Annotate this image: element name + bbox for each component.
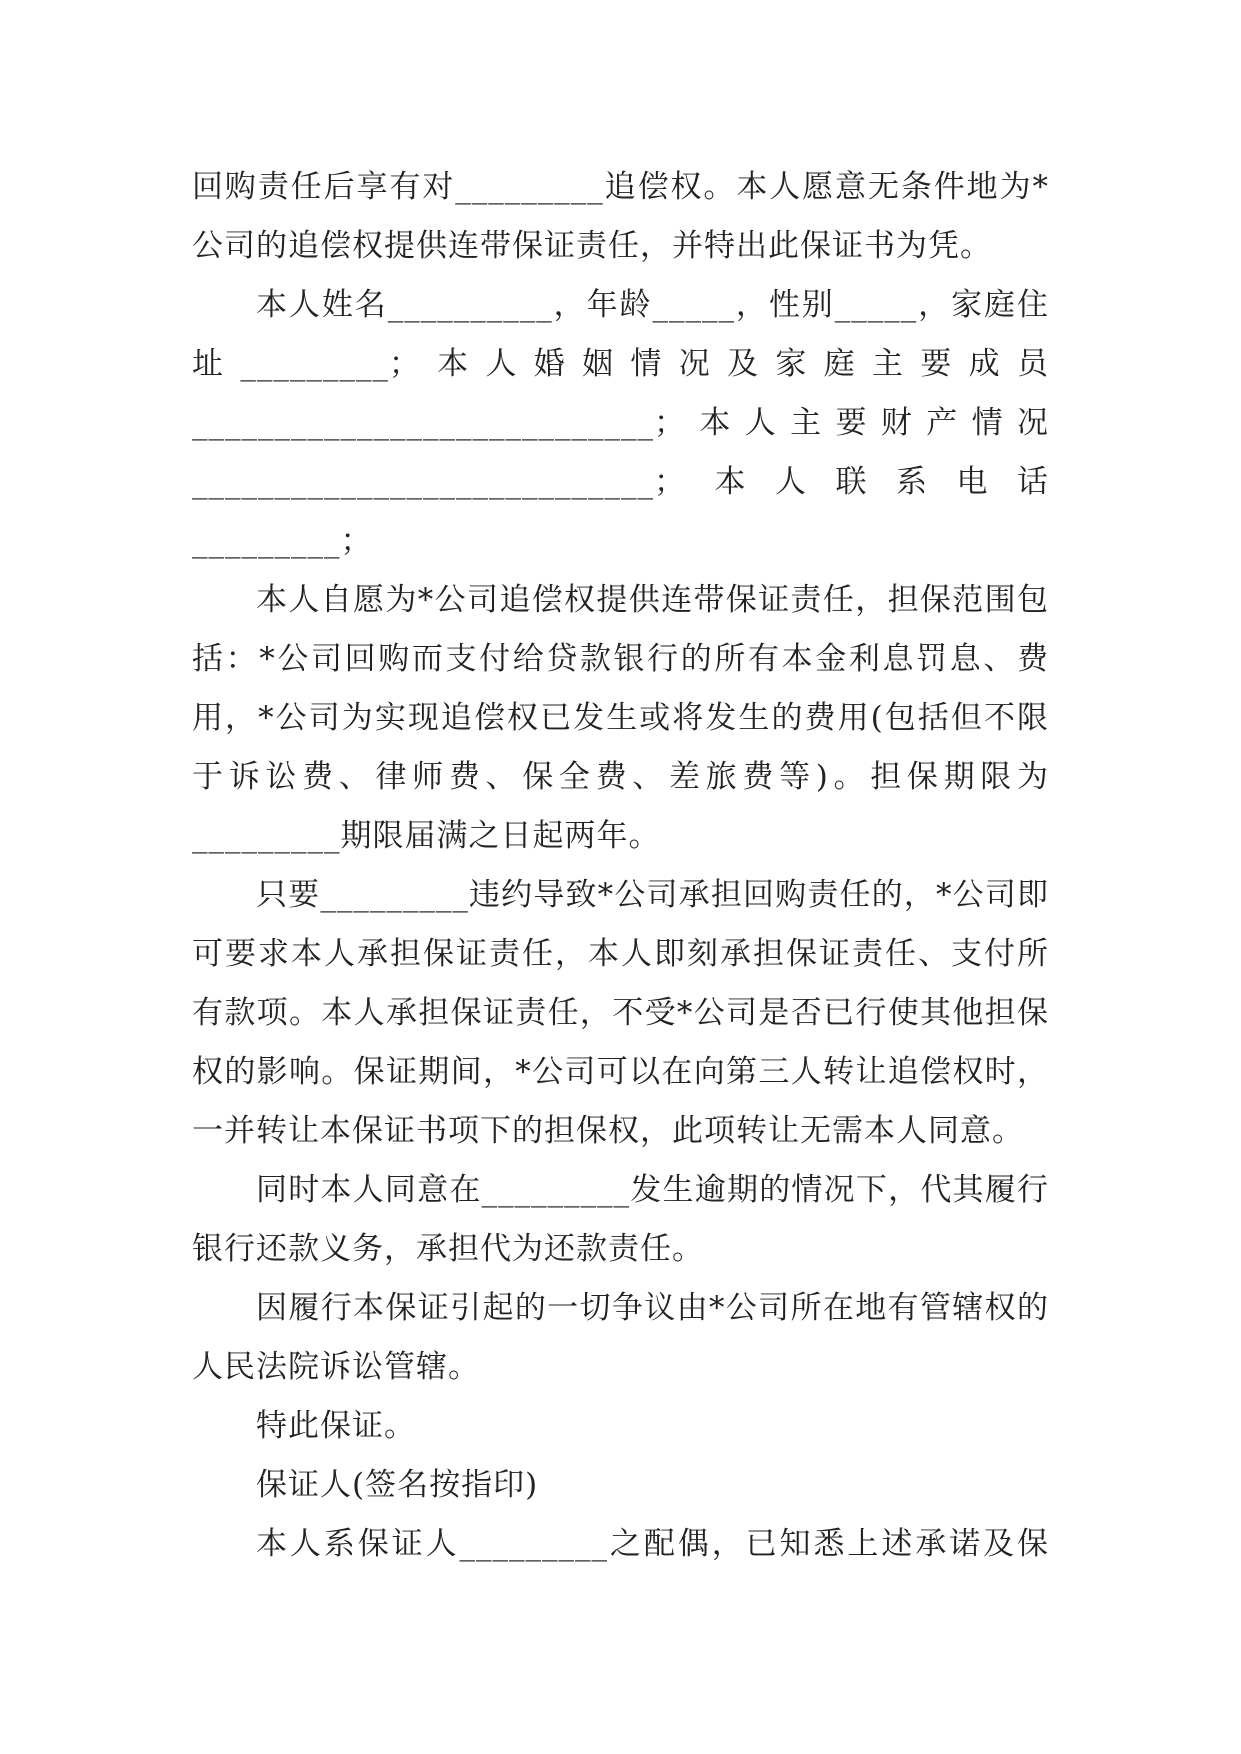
paragraph-guarantor-signature: 保证人(签名按指印): [256, 1467, 539, 1503]
paragraph-default-liability: 只要_________违约导致*公司承担回购责任的，*公司即可要求本人承担保证责任，本人即刻承担保证责任、支付所有款项。本人承担保证责任，不受*公司是否已行使其他担保权的影响。保证期间，*公司可以在向第三人转让追偿权时，一并转让本保证书项下的担保权，此项转让无需本人同意。: [192, 877, 1049, 1149]
paragraph-hereby-guarantee: 特此保证。: [256, 1408, 416, 1444]
paragraph-spouse-statement: 本人系保证人_________之配偶，已知悉上述承诺及保: [256, 1526, 1049, 1562]
document-body: [192, 158, 1049, 1574]
paragraph-recourse-continuation: 回购责任后享有对_________追偿权。本人愿意无条件地为*公司的追偿权提供连带保证责任，并特出此保证书为凭。: [192, 169, 1049, 264]
paragraph-dispute-jurisdiction: 因履行本保证引起的一切争议由*公司所在地有管辖权的人民法院诉讼管辖。: [192, 1290, 1049, 1385]
paragraph-guarantee-scope: 本人自愿为*公司追偿权提供连带保证责任，担保范围包括：*公司回购而支付给贷款银行的所有本金利息罚息、费用，*公司为实现追偿权已发生或将发生的费用(包括但不限于诉讼费、律师费、保全费、差旅费等)。担保期限为_________期限届满之日起两年。: [192, 582, 1049, 854]
paragraph-overdue-repayment: 同时本人同意在_________发生逾期的情况下，代其履行银行还款义务，承担代为还款责任。: [192, 1172, 1049, 1267]
paragraph-guarantor-info: 本人姓名__________，年龄_____，性别_____，家庭住址_________；本人婚姻情况及家庭主要成员____________________________；本人主要财产情况____________________________；本人联系电话_________；: [192, 287, 1049, 559]
